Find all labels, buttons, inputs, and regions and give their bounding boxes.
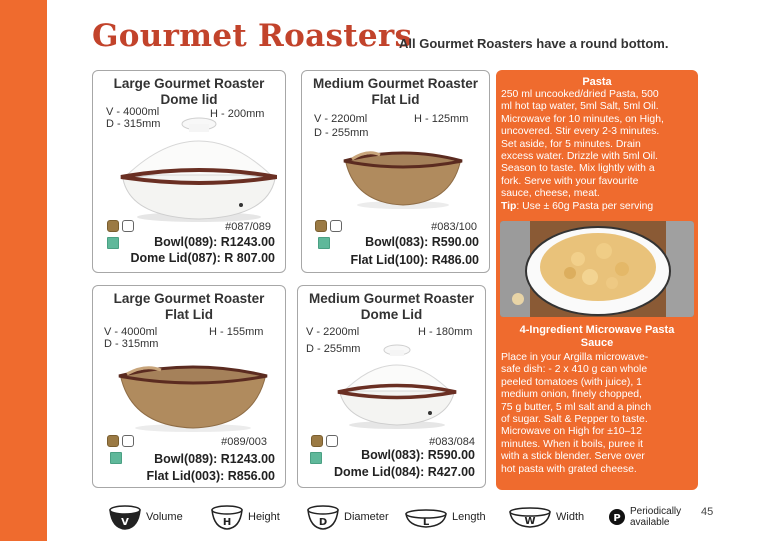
recipe-line: uncovered. Stir every 2-3 minutes. [501,126,660,138]
sauce-line: medium onion, finely chopped, [501,389,642,401]
product-title [93,291,285,323]
side-accent-strip [0,0,47,541]
length-letter: L [422,517,430,528]
color-swatch-green [107,237,119,249]
product-code: #089/003 [221,436,267,448]
diameter-spec: D - 255mm [314,127,369,139]
product-title [93,76,285,108]
legend-length-label: Length [452,511,486,523]
product-photo-dome-roaster [117,115,277,225]
color-swatch-green [310,452,322,464]
recipe-panel [496,70,698,490]
product-title-line2: Flat Lid [165,307,213,322]
product-photo-flat-roaster [113,356,273,434]
color-swatch-white [326,435,338,447]
recipe-line: Season to taste. Mix lightly with a [501,163,655,175]
sauce-line: with a stick blender. Serve over [501,451,645,463]
page-title: Gourmet Roasters [92,18,413,54]
product-title-line2: Flat Lid [371,92,420,107]
height-spec: H - 180mm [418,326,473,338]
volume-spec: V - 2200ml [306,326,360,338]
product-code: #087/089 [225,221,271,233]
color-swatch-white [330,220,342,232]
legend-volume-label: Volume [146,511,183,523]
product-card-medium-flat [301,70,490,273]
diameter-spec: D - 255mm [306,343,361,355]
volume-spec: V - 4000ml [106,106,160,118]
legend-width-label: Width [556,511,585,523]
color-swatch-brown [315,220,327,232]
page-number: 45 [701,506,714,518]
lid-price: Dome Lid(084): R427.00 [333,465,475,479]
pasta-photo [500,221,694,317]
product-card-medium-dome [297,285,486,488]
color-swatch-brown [107,220,119,232]
product-title [302,76,489,108]
bowl-price: Bowl(089): R1243.00 [154,235,275,249]
sauce-line: hot pasta with grated cheese. [501,463,637,475]
sauce-line: Microwave on High for ±10–12 [501,426,642,438]
color-swatch-green [318,237,330,249]
sauce-line: safe dish: - 2 x 410 g can whole [501,364,648,376]
recipe-line: sauce, cheese, meat. [501,188,600,200]
product-code: #083/084 [429,436,475,448]
lid-price: Flat Lid(003): R856.00 [146,469,275,483]
product-title-line1: Large Gourmet Roaster [113,291,265,306]
length-icon [404,504,448,530]
legend-diameter [306,503,389,531]
color-swatch-white [122,220,134,232]
lid-price: Flat Lid(100): R486.00 [350,253,479,267]
bowl-price: Bowl(083): R590.00 [365,235,479,249]
volume-spec: V - 2200ml [314,113,368,125]
legend-length [404,503,486,531]
sauce-line: peeled tomatoes (with juice), 1 [501,376,642,388]
product-title-line2: Dome Lid [360,307,423,322]
product-title-line1: Medium Gourmet Roaster [312,76,479,91]
diameter-letter: D [318,517,328,528]
volume-spec: V - 4000ml [104,326,158,338]
height-spec: H - 200mm [210,108,265,120]
sauce-title [496,324,698,350]
periodically-available-icon [608,508,626,526]
diameter-spec: D - 315mm [106,118,161,130]
recipe-tip [501,201,694,213]
page-subtitle: All Gourmet Roasters have a round bottom. [399,36,669,51]
legend-periodic-line2: available [630,517,670,528]
product-photo-dome-roaster [332,341,462,431]
height-spec: H - 125mm [414,113,469,125]
recipe-line: Set aside, for 5 minutes. Drain [501,138,641,150]
color-swatch-green [110,452,122,464]
legend-height [210,503,280,531]
recipe-title: Pasta [582,76,612,88]
product-title-line1: Large Gourmet Roaster [113,76,265,91]
measurement-legend [108,503,728,533]
sauce-body [501,352,694,476]
diameter-spec: D - 315mm [104,338,159,350]
product-title [298,291,485,323]
volume-letter: V [121,517,129,528]
legend-periodic [608,503,681,531]
bowl-price: Bowl(083): R590.00 [361,448,475,462]
recipe-line: excess water. Drizzle with 5ml Oil. [501,151,659,163]
tip-text: : Use ± 60g Pasta per serving [516,200,654,212]
recipe-body [501,89,694,213]
color-swatch-white [122,435,134,447]
periodic-letter: P [613,513,621,524]
sauce-line: 75 g butter, 5 ml salt and a pinch [501,401,652,413]
legend-periodic-label [630,506,681,528]
recipe-line: 250 ml uncooked/dried Pasta, 500 [501,89,659,100]
width-letter: W [524,516,536,527]
sauce-title-line1: 4-Ingredient Microwave Pasta [519,324,675,336]
sauce-title-line2: Sauce [580,337,614,349]
sauce-line: minutes. When it boils, puree it [501,438,644,450]
bowl-price: Bowl(089): R1243.00 [154,452,275,466]
tip-label: Tip [501,200,517,212]
product-card-large-dome [92,70,286,273]
height-spec: H - 155mm [209,326,264,338]
width-icon [508,504,552,530]
product-card-large-flat [92,285,286,488]
diameter-icon [306,504,340,530]
product-title-line1: Medium Gourmet Roaster [308,291,475,306]
color-swatch-brown [107,435,119,447]
legend-width [508,503,584,531]
height-letter: H [222,517,232,528]
height-icon [210,504,244,530]
recipe-line: Microwave for 10 minutes, on High, [501,113,664,125]
sauce-line: Place in your Argilla microwave- [501,352,649,363]
recipe-line: ml hot tap water, 5ml Salt, 5ml Oil. [501,101,659,113]
color-swatch-brown [311,435,323,447]
volume-icon [108,504,142,530]
legend-volume [108,503,183,531]
legend-diameter-label: Diameter [344,511,389,523]
product-code: #083/100 [431,221,477,233]
product-photo-flat-roaster [338,141,468,211]
legend-height-label: Height [248,511,280,523]
sauce-line: of sugar. Salt & Pepper to taste. [501,414,648,426]
legend-periodic-line1: Periodically [630,506,682,517]
product-title-line2: Dome lid [160,92,218,107]
lid-price: Dome Lid(087): R 807.00 [130,251,275,265]
recipe-line: fork. Serve with your favourite [501,175,639,187]
